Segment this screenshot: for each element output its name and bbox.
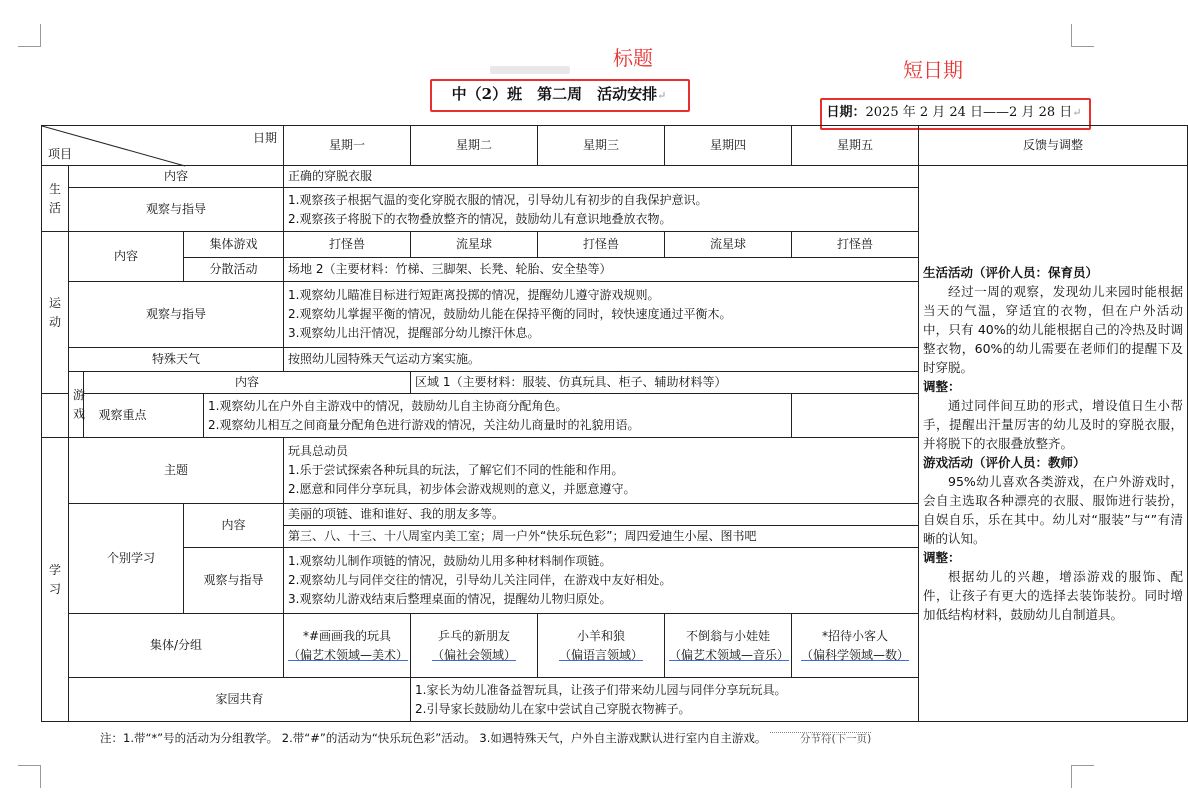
feedback-game-title: 游戏活动（评价人员：教师） [923, 455, 1086, 470]
sport-observe-label: 观察与指导 [69, 282, 284, 348]
feedback-life-adjust-label: 调整： [923, 379, 961, 394]
study-observe-line: 2.观察幼儿与同伴交往的情况，引导幼儿关注同伴，在游戏中友好相处。 [288, 573, 672, 587]
sport-game-wed[interactable]: 打怪兽 [538, 232, 665, 258]
crop-mark-top-left [18, 24, 41, 47]
home-items[interactable] [411, 678, 1188, 722]
study-group-mon[interactable] [284, 614, 411, 678]
life-observe-line: 2.观察孩子将脱下的衣物叠放整齐的情况，鼓励幼儿有意识地叠放衣物。 [288, 211, 672, 226]
game-focus-line: 1.观察幼儿在户外自主游戏中的情况，鼓励幼儿自主协商分配角色。 [208, 398, 568, 413]
footnote[interactable] [100, 730, 1090, 746]
study-observe-line: 1.观察幼儿制作项链的情况，鼓励幼儿用多种材料制作项链。 [288, 554, 612, 568]
study-group-label: 集体/分组 [69, 614, 284, 678]
feedback-game-adjust-label: 调整： [923, 550, 961, 565]
life-observe-label: 观察与指导 [69, 188, 284, 232]
feedback-life-title: 生活活动（评价人员：保育员） [923, 265, 1099, 280]
crop-mark-bottom-right [1071, 765, 1094, 788]
life-observe-line: 1.观察孩子根据气温的变化穿脱衣服的情况，引导幼儿有初步的自我保护意识。 [288, 192, 708, 207]
sport-game-mon[interactable]: 打怪兽 [284, 232, 411, 258]
section-break-marker: 分节符(下一页) [770, 732, 871, 745]
study-individual-observe-label: 观察与指导 [184, 548, 284, 614]
sport-weather[interactable]: 按照幼儿园特殊天气运动方案实施。 [284, 348, 919, 372]
study-individual-content-1[interactable]: 美丽的项链、谁和谁好、我的朋友多等。 [284, 504, 919, 526]
study-group-tue[interactable] [411, 614, 538, 678]
header-date-label: 日期 [253, 131, 278, 145]
group-activity-domain: （偏科学领域—数） [801, 647, 910, 662]
study-individual-observe[interactable] [284, 548, 919, 614]
section-sport: 运动 [42, 232, 69, 394]
sport-free-label: 分散活动 [184, 258, 284, 282]
date-range[interactable]: 日期：2025 年 2 月 24 日——2 月 28 日↵ [826, 105, 1082, 120]
study-theme-label: 主题 [69, 438, 284, 504]
sport-game-fri[interactable]: 打怪兽 [792, 232, 919, 258]
study-theme-line: 1.乐于尝试探索各种玩具的玩法，了解它们不同的性能和作用。 [288, 463, 624, 477]
section-game: 游戏 [69, 372, 84, 438]
header-diagonal-cell [42, 126, 284, 166]
group-activity-domain: （偏社会领域） [432, 647, 517, 662]
feedback-game-adjust: 根据幼儿的兴趣，增添游戏的服饰、配件，让孩子有更大的选择去装饰装扮。同时增加低结构材料，鼓励幼儿自制道具。 [923, 569, 1184, 622]
group-activity-title: 乒乓的新朋友 [438, 628, 511, 643]
day-wednesday: 星期三 [538, 126, 665, 166]
study-group-fri[interactable] [792, 614, 919, 678]
feedback-game-text: 95%幼儿喜欢各类游戏，在户外游戏时，会自主选取各种漂亮的衣服、服饰进行装扮，自娱自乐，乐在其中。幼儿对“服装”与“”有清晰的认知。 [923, 474, 1184, 546]
sport-free[interactable]: 场地 2（主要材料：竹梯、三脚架、长凳、轮胎、安全垫等） [284, 258, 919, 282]
group-activity-domain: （偏语言领域） [559, 647, 644, 662]
group-activity-title: 小羊和狼 [577, 628, 626, 643]
sport-game-thu[interactable]: 流星球 [665, 232, 792, 258]
group-activity-title: 不倒翁与小娃娃 [686, 628, 771, 643]
study-individual-content-2[interactable]: 第三、八、十三、十八周室内美工室；周一户外“快乐玩色彩”；周四爱迪生小屋、图书吧 [284, 526, 919, 548]
faded-header-text [490, 66, 570, 74]
group-activity-domain: （偏艺术领域—美术） [288, 647, 409, 662]
schedule-table [41, 125, 1188, 722]
sport-game-tue[interactable]: 流星球 [411, 232, 538, 258]
day-thursday: 星期四 [665, 126, 792, 166]
section-study: 学习 [42, 438, 69, 722]
crop-mark-bottom-left [18, 765, 41, 788]
game-content-label: 内容 [84, 372, 411, 394]
feedback-life-adjust: 通过同伴间互助的形式，增设值日生小帮手，提醒出汗量厉害的幼儿及时的穿脱衣服，并将脱下的衣服叠放整齐。 [923, 398, 1184, 451]
feedback-header: 反馈与调整 [919, 126, 1188, 166]
group-activity-title: *#画画我的玩具 [302, 628, 392, 643]
home-label: 家园共育 [69, 678, 411, 722]
study-individual-label: 个别学习 [69, 504, 184, 614]
study-theme[interactable] [284, 438, 919, 504]
sport-group-label: 集体游戏 [184, 232, 284, 258]
game-focus[interactable] [204, 394, 792, 438]
feedback-panel[interactable] [919, 166, 1188, 722]
sport-content-label: 内容 [69, 232, 184, 282]
page-title[interactable]: 中（2）班 第二周 活动安排↵ [451, 85, 667, 103]
life-observe[interactable] [284, 188, 919, 232]
study-group-wed[interactable] [538, 614, 665, 678]
annotation-title-tag: 标题 [613, 46, 653, 70]
sport-observe-line: 2.观察幼儿掌握平衡的情况，鼓励幼儿能在保持平衡的同时，较快速度通过平衡木。 [288, 307, 732, 321]
day-monday: 星期一 [284, 126, 411, 166]
day-tuesday: 星期二 [411, 126, 538, 166]
home-item-line: 2.引导家长鼓励幼儿在家中尝试自己穿脱衣物裤子。 [415, 701, 691, 716]
game-content[interactable]: 区域 1（主要材料：服装、仿真玩具、柜子、辅助材料等） [411, 372, 1188, 394]
feedback-life-text: 经过一周的观察，发现幼儿来园时能根据当天的气温，穿适宜的衣物，但在户外活动中，只有 40%的幼儿能根据自己的冷热及时调整衣物，60%的幼儿需要在老师们的提醒下及时穿脱。 [923, 284, 1184, 375]
study-individual-content-label: 内容 [184, 504, 284, 548]
study-theme-line: 玩具总动员 [288, 444, 349, 458]
annotation-date-tag: 短日期 [903, 58, 963, 82]
game-focus-label: 观察重点 [42, 394, 204, 438]
life-content-label: 内容 [69, 166, 284, 188]
group-activity-domain: （偏艺术领域—音乐） [669, 647, 790, 662]
header-item-label: 项目 [48, 147, 73, 161]
game-focus-line: 2.观察幼儿相互之间商量分配角色进行游戏的情况，关注幼儿商量时的礼貌用语。 [208, 417, 640, 432]
life-content[interactable]: 正确的穿脱衣服 [284, 166, 919, 188]
footnote-text: 注：1.带“*”号的活动为分组教学。 2.带“#”的活动为“快乐玩色彩”活动。 3.如遇特殊天气，户外自主游戏默认进行室内自主游戏。 [100, 731, 767, 745]
home-item-line: 1.家长为幼儿准备益智玩具，让孩子们带来幼儿园与同伴分享玩玩具。 [415, 682, 787, 697]
sport-observe[interactable] [284, 282, 919, 348]
group-activity-title: *招待小客人 [822, 628, 889, 643]
section-life: 生活 [42, 166, 69, 232]
study-theme-line: 2.愿意和同伴分享玩具，初步体会游戏规则的意义，并愿意遵守。 [288, 482, 636, 496]
study-observe-line: 3.观察幼儿游戏结束后整理桌面的情况，提醒幼儿物归原处。 [288, 592, 612, 606]
sport-weather-label: 特殊天气 [69, 348, 284, 372]
crop-mark-top-right [1071, 24, 1094, 47]
sport-observe-line: 3.观察幼儿出汗情况，提醒部分幼儿擦汗休息。 [288, 326, 540, 340]
sport-observe-line: 1.观察幼儿瞄准目标进行短距离投掷的情况，提醒幼儿遵守游戏规则。 [288, 288, 660, 302]
day-friday: 星期五 [792, 126, 919, 166]
study-group-thu[interactable] [665, 614, 792, 678]
